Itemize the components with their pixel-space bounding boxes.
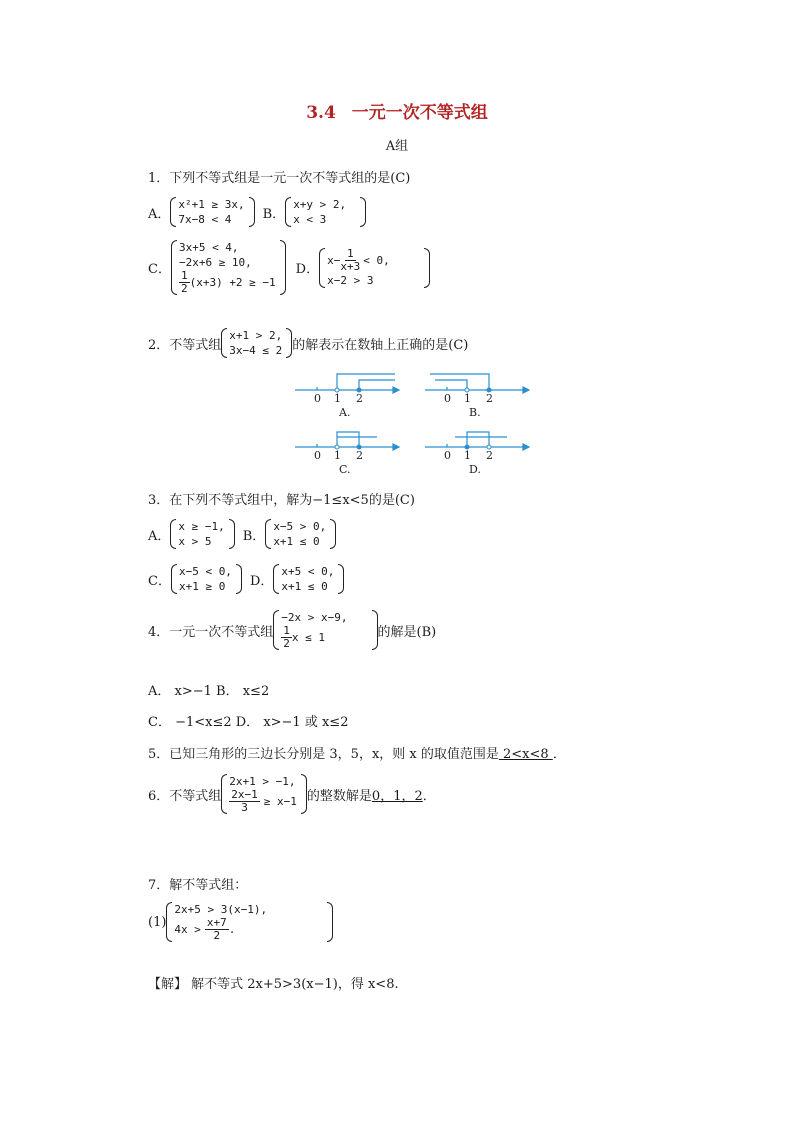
- q1-c-row1: 3x+5 < 4,: [178, 241, 239, 254]
- q3-c-system: [171, 564, 242, 594]
- q1-c-frac-den: 2: [180, 282, 188, 295]
- q4-stem: [148, 610, 436, 650]
- q6-frac-den: 3: [241, 801, 248, 814]
- q3-options-ab: [148, 519, 336, 549]
- q6-frac-num: 2x−1: [231, 788, 258, 801]
- q2-b-tick1: 1: [464, 392, 471, 405]
- q3-b-row2: x+1 ≤ 0: [273, 535, 320, 548]
- q5-stem: 5．已知三角形的三边长分别是 3，5，x，则 x 的取值范围是: [148, 747, 499, 762]
- q1-d-system: [319, 248, 430, 288]
- q2-b-tick0: 0: [444, 392, 451, 405]
- q2-a-tick2: 2: [356, 392, 363, 405]
- q1-d-row1-post: < 0,: [363, 253, 390, 267]
- q3-options-cd: [148, 564, 344, 594]
- q4-row1: −2x > x−9,: [281, 611, 348, 624]
- q4-system: [273, 610, 377, 650]
- q2-b-label: B.: [469, 406, 481, 419]
- q7-stem: 7．解不等式组：: [148, 878, 248, 893]
- q5: [148, 743, 566, 762]
- q6-end: ．: [422, 788, 436, 804]
- q6-stem-pre: 6．不等式组: [148, 788, 222, 804]
- q6: [148, 774, 436, 814]
- q2-stem-post: 的解表示在数轴上正确的是(C): [292, 337, 469, 353]
- q1-d-row2: x−2 > 3: [327, 273, 374, 287]
- q2-c-tick2: 2: [356, 449, 363, 462]
- q7-frac-num: x+7: [206, 916, 227, 929]
- q3-d-system: [273, 564, 344, 594]
- q1-d-frac-num: 1: [346, 246, 354, 260]
- q7-frac-den: 2: [213, 929, 221, 942]
- q6-answer: 0，1，2: [371, 788, 423, 804]
- q1-b-row1: x+y > 2,: [293, 198, 347, 211]
- q7-row1: 2x+5 > 3(x−1),: [174, 903, 268, 916]
- section-title: [0, 98, 794, 123]
- q4-row2: x ≤ 1: [291, 631, 326, 644]
- q1-b-system: [285, 197, 366, 227]
- q5-end: ．: [552, 747, 566, 762]
- q1-a-label: A．: [148, 206, 171, 222]
- section-number: 3.4: [306, 103, 336, 123]
- q3-c-row2: x+1 ≥ 0: [178, 580, 226, 593]
- q2-d-tick0: 0: [444, 449, 451, 462]
- q2-stem: [148, 328, 468, 358]
- q1-c-row2: −2x+6 ≥ 10,: [178, 256, 252, 269]
- q6-row2-post: ≥ x−1: [263, 795, 297, 808]
- q1-options-cd: [148, 240, 430, 295]
- q3-b-label: B．: [242, 528, 266, 544]
- q4-stem-post: 的解是(B): [377, 624, 437, 640]
- q3-d-row2: x+1 ≤ 0: [281, 580, 328, 593]
- q3-d-row1: x+5 < 0,: [281, 565, 335, 578]
- q7-system: [166, 902, 333, 942]
- q1-d-frac-den: x+3: [340, 259, 361, 273]
- q7-row2-post: .: [228, 923, 236, 936]
- q1-stem: 1．下列不等式组是一元一次不等式组的是(C): [148, 171, 411, 186]
- q1-b-label: B．: [262, 206, 286, 222]
- q4-frac-num: 1: [283, 624, 290, 637]
- q2-d-tick2: 2: [486, 449, 493, 462]
- q2-stem-pre: 2．不等式组: [148, 337, 222, 353]
- q1-c-system: [171, 240, 286, 295]
- q7-row2-pre: 4x >: [174, 923, 201, 936]
- q3-c-row1: x−5 < 0,: [178, 565, 232, 578]
- q6-row1: 2x+1 > −1,: [229, 775, 296, 788]
- q7-system-row: [148, 902, 333, 942]
- q1-options-ab: [148, 197, 366, 227]
- q3-c-label: C．: [148, 573, 171, 589]
- q6-system: [221, 774, 307, 814]
- q2-b-tick2: 2: [486, 392, 493, 405]
- q2-a-tick1: 1: [334, 392, 341, 405]
- q1-b-row2: x < 3: [293, 213, 327, 226]
- q1-d-row1-pre: x−: [327, 253, 341, 267]
- q7-label: (1): [148, 914, 167, 930]
- q3-a-row2: x > 5: [178, 535, 212, 548]
- q1-a-row1: x²+1 ≥ 3x,: [178, 198, 245, 211]
- q4-frac-den: 2: [283, 637, 290, 650]
- q2-a-label: A.: [339, 406, 351, 419]
- q2-c-tick1: 1: [334, 449, 341, 462]
- q2-d-tick1: 1: [464, 449, 471, 462]
- q3-a-row1: x ≥ −1,: [178, 520, 225, 533]
- q2-system: [221, 328, 292, 358]
- q1-a-row2: 7x−8 < 4: [178, 213, 232, 226]
- q2-row2: 3x−4 ≤ 2: [229, 344, 283, 357]
- q6-stem-post: 的整数解是: [306, 788, 372, 804]
- q3-a-label: A．: [148, 528, 171, 544]
- q2-number-lines: [285, 365, 535, 480]
- q1-c-row3: (x+3) +2 ≥ −1: [189, 276, 276, 289]
- q5-answer: 2<x<8: [498, 747, 553, 762]
- section-name: 一元一次不等式组: [351, 103, 488, 123]
- q2-a-tick0: 0: [314, 392, 321, 405]
- q4-options-ab: A． x>−1 B． x≤2: [148, 684, 270, 699]
- q2-c-label: C.: [339, 463, 351, 476]
- q2-c-tick0: 0: [314, 449, 321, 462]
- q7-solution: 【解】 解不等式 2x+5>3(x−1)，得 x<8.: [148, 977, 399, 992]
- q3-b-system: [265, 519, 336, 549]
- q2-d-label: D.: [469, 463, 481, 476]
- q3-a-system: [170, 519, 234, 549]
- q3-d-label: D．: [249, 573, 274, 589]
- q4-stem-pre: 4．一元一次不等式组: [148, 624, 274, 640]
- q1-d-label: D．: [295, 262, 320, 277]
- q4-options-cd: C． −1<x≤2 D． x>−1 或 x≤2: [148, 715, 349, 730]
- group-label: A组: [385, 139, 409, 154]
- q1-a-system: [170, 197, 254, 227]
- q3-stem: 3．在下列不等式组中，解为−1≤x<5的是(C): [148, 493, 415, 508]
- q2-row1: x+1 > 2,: [229, 329, 283, 342]
- q1-c-label: C．: [148, 262, 171, 277]
- q3-b-row1: x−5 > 0,: [273, 520, 327, 533]
- q1-c-frac-num: 1: [180, 269, 188, 282]
